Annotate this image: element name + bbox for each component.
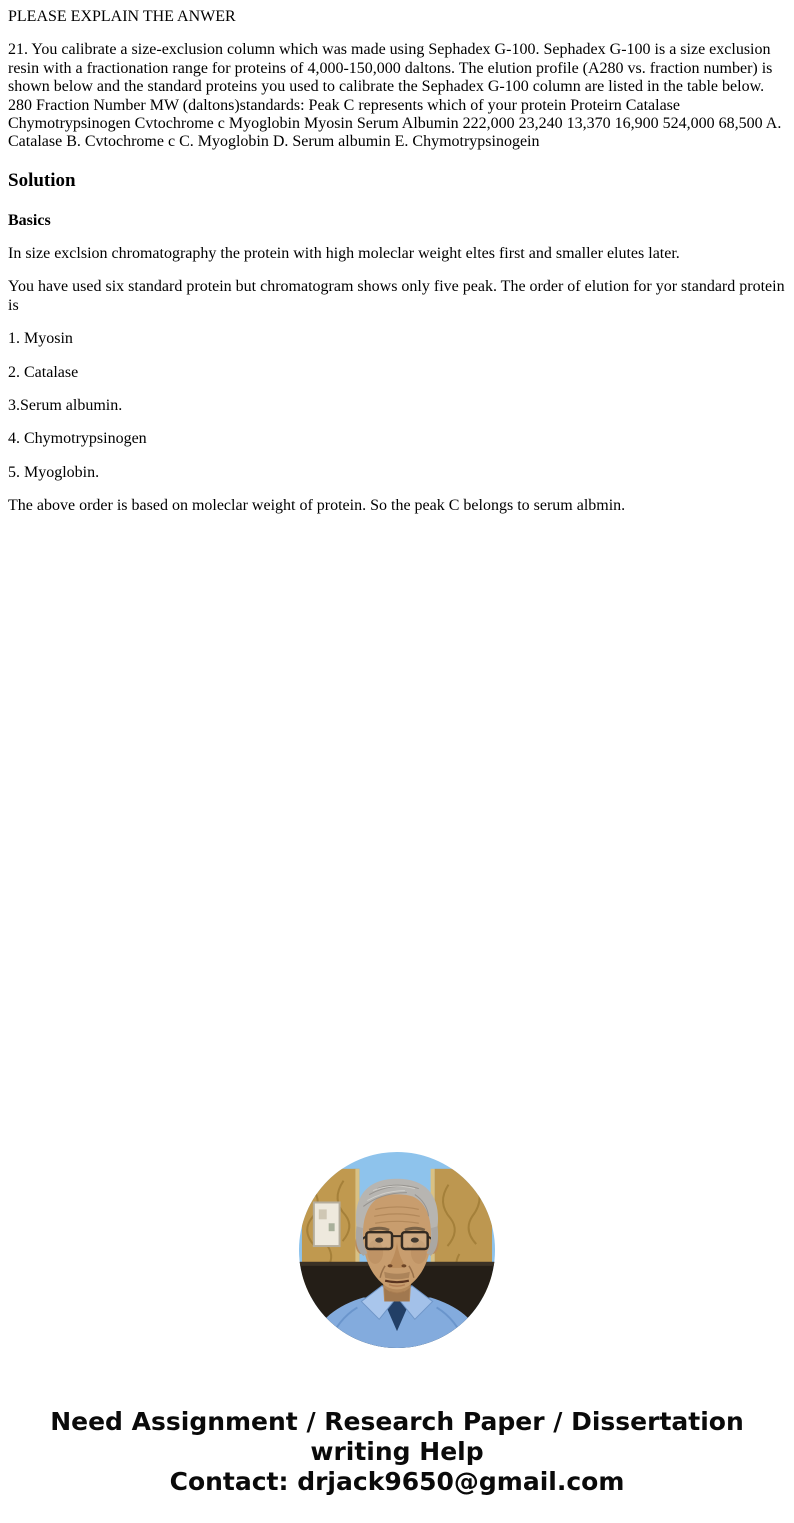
elution-order-item-5: 5. Myoglobin. [8, 463, 100, 481]
elution-order-item-2: 2. Catalase [8, 363, 79, 381]
answer-page [8, 8, 786, 1497]
basics-heading: Basics [8, 211, 51, 229]
basics-intro-paragraph: In size exclsion chromatography the protein with high moleclar weight eltes first and smaller elutes later. [8, 244, 680, 262]
portrait-wall-frame [314, 1203, 340, 1247]
elution-intro-paragraph: You have used six standard protein but chromatogram shows only five peak. The order of elution for yor standard protein is [8, 278, 785, 314]
avatar-container [8, 1151, 786, 1349]
elution-order-item-1: 1. Myosin [8, 330, 73, 348]
elution-order-item-4: 4. Chymotrypsinogen [8, 430, 147, 448]
avatar [298, 1151, 496, 1349]
elution-order-item-3: 3.Serum albumin. [8, 396, 123, 414]
solution-heading: Solution [8, 169, 76, 191]
footer-help-line-2: writing Help [310, 1437, 484, 1467]
plea-note: PLEASE EXPLAIN THE ANWER [8, 8, 236, 25]
footer-help-line-1: Need Assignment / Research Paper / Dissertation [50, 1407, 744, 1437]
conclusion-paragraph: The above order is based on moleclar weight of protein. So the peak C belongs to serum albmin. [8, 497, 626, 515]
footer-contact-line: Contact: drjack9650@gmail.com [169, 1467, 625, 1497]
question-text: 21. You calibrate a size-exclusion column which was made using Sephadex G-100. Sephadex G-100 is a size exclusion resin with a fractionation range for proteins of 4,000-150,000 daltons. The elution profile (A280 vs. fraction number) is shown below and the standard proteins you used to calibrate the Sephadex G-100 column are listed in the table below. 280 Fraction Number MW (daltons)standards: Peak C represents which of your protein Proteirn Catalase Chymotrypsinogen Cvtochrome c Myoglobin Myosin Serum Albumin 222,000 23,240 13,370 16,900 524,000 68,500 A. Catalase B. Cvtochrome c C. Myoglobin D. Serum albumin E. Chymotrypsinogein [8, 41, 782, 151]
footer-ad [8, 1407, 786, 1497]
